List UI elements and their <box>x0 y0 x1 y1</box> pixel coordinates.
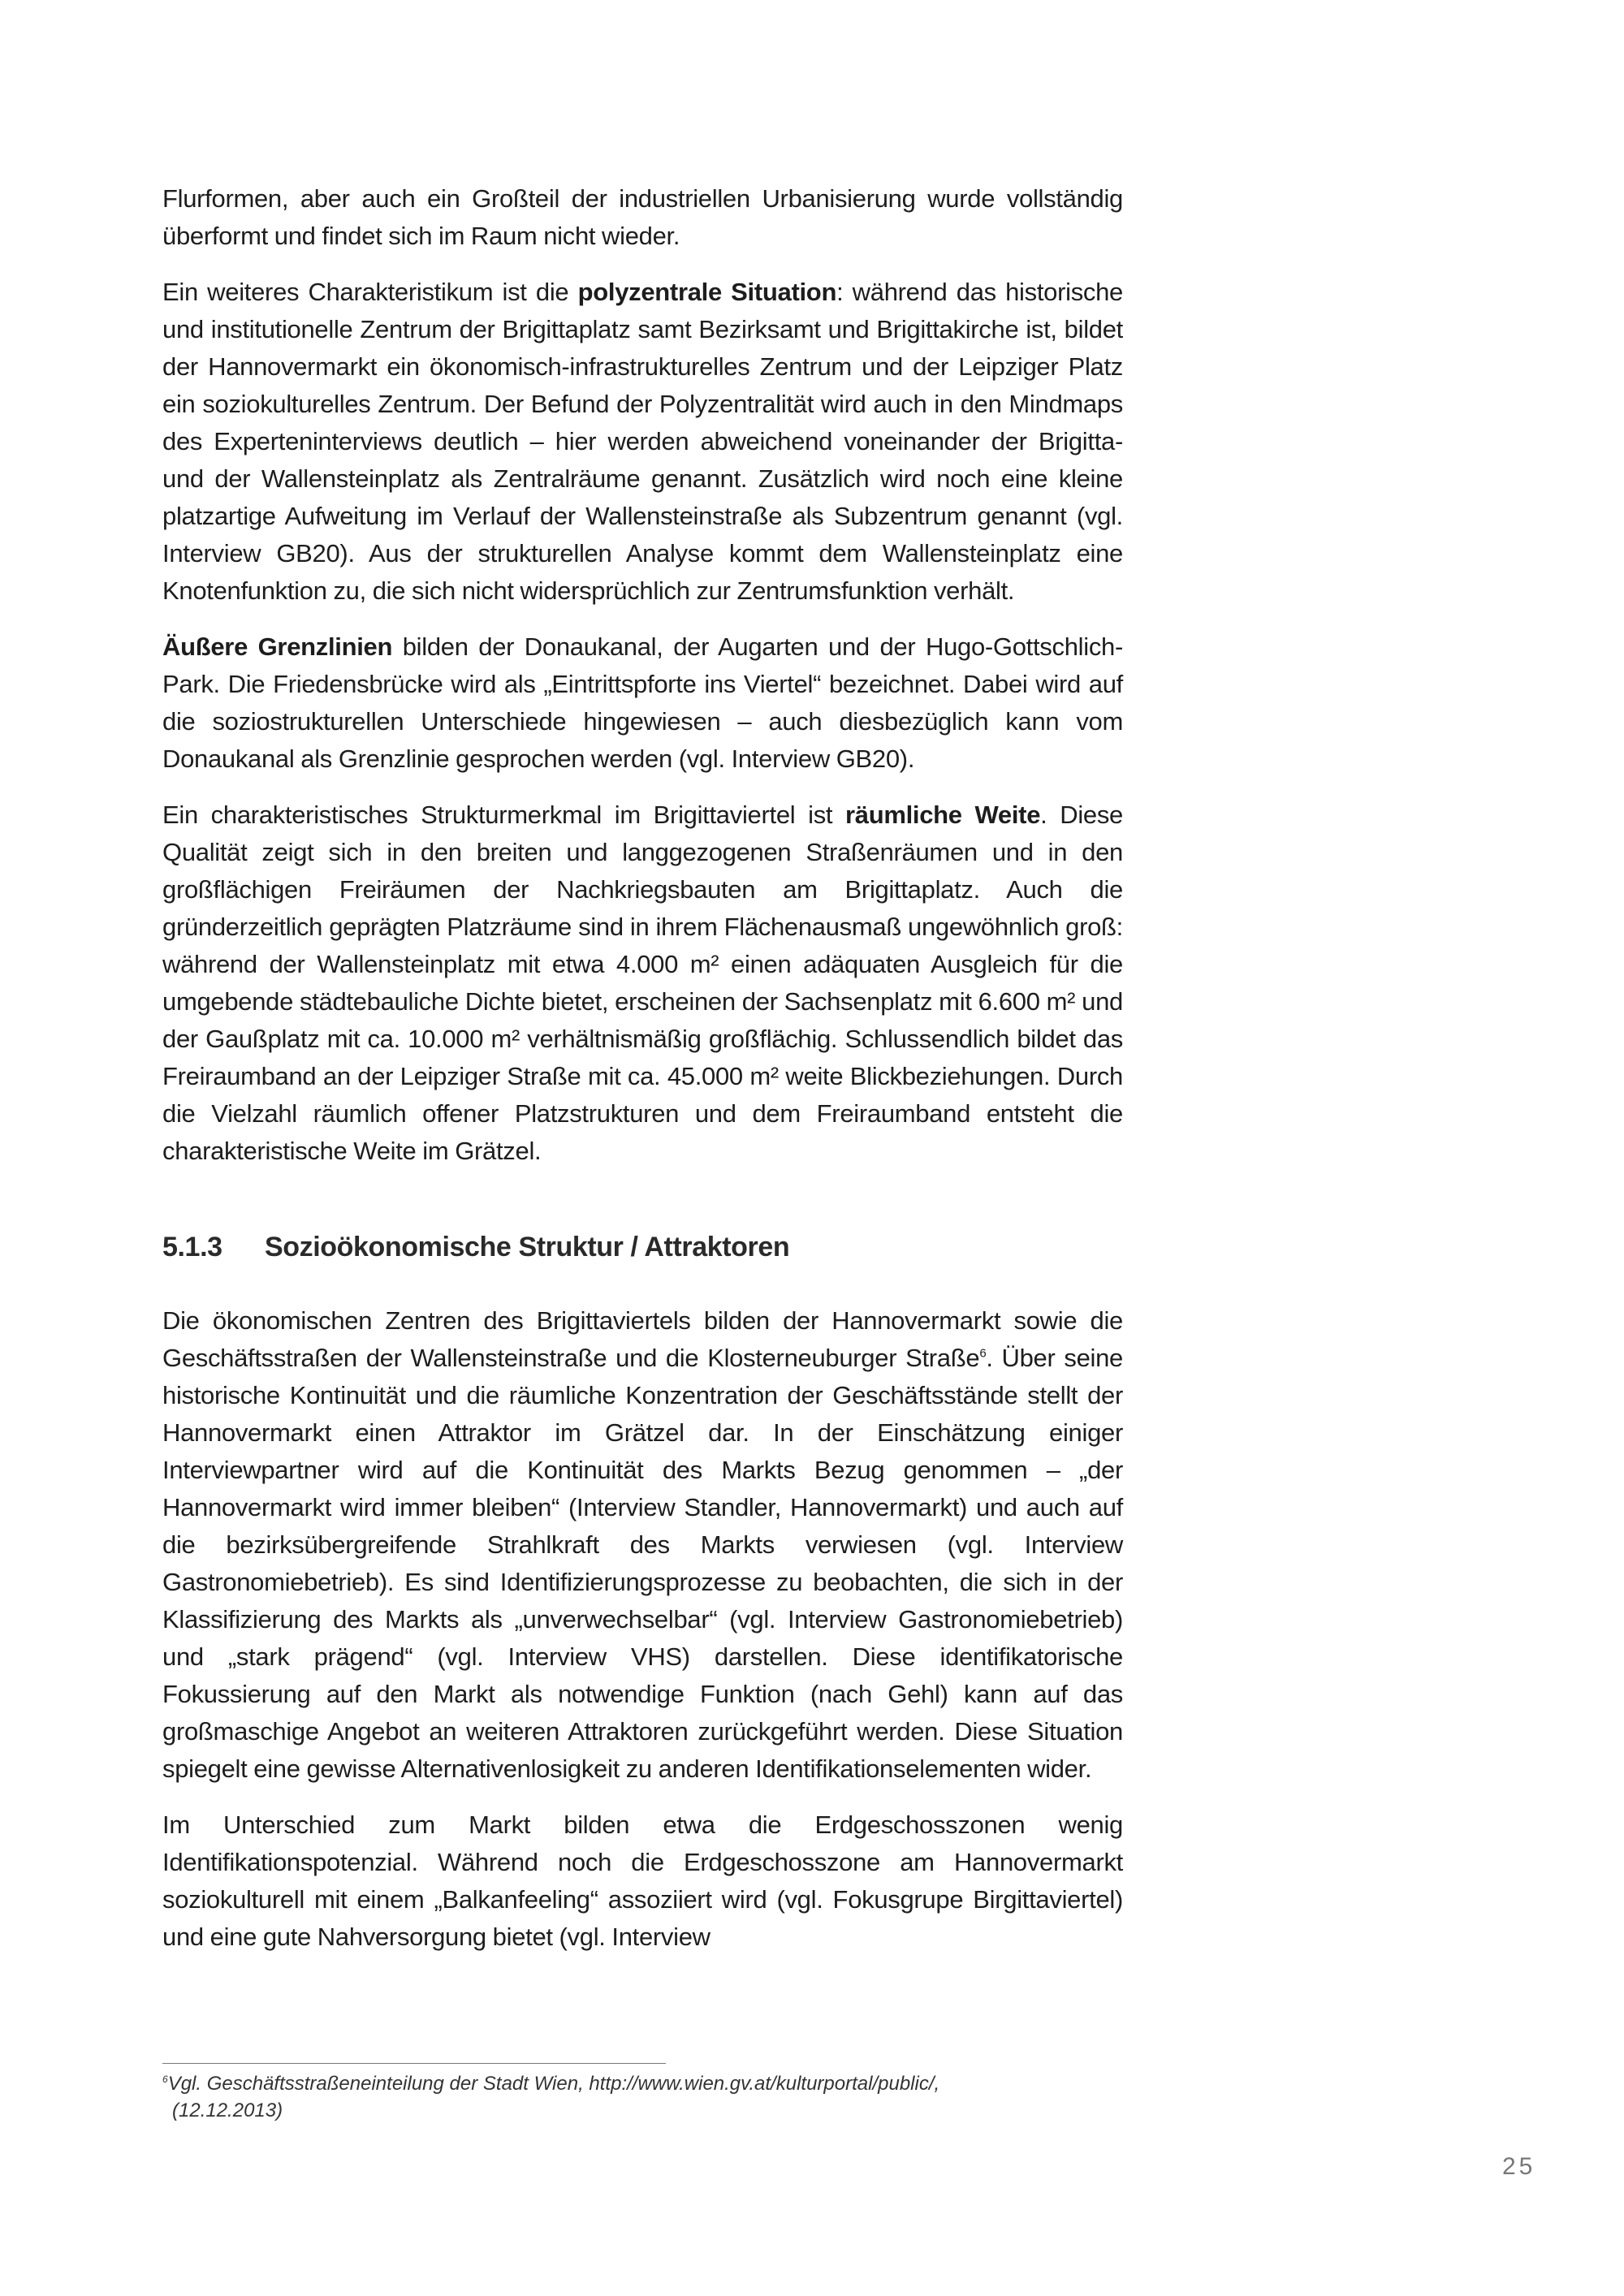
paragraph: Die ökonomischen Zentren des Brigittaviertels bilden der Hannovermarkt sowie die Geschäftsstraßen der Wallensteinstraße und die Klosterneuburger Straße$^6$. Über seine historische Kontinuität und die räumliche Konzentration der Geschäftsstände stellt der Hannovermarkt einen Attraktor im Grätzel dar. In der Einschätzung einiger Interviewpartner wird auf die Kontinuität des Markts Bezug genommen – „der Hannovermarkt wird immer bleiben“ (Interview Standler, Hannovermarkt) und auch auf die bezirksübergreifende Strahlkraft des Markts verwiesen (vgl. Interview Gastronomiebetrieb). Es sind Identifizierungsprozesse zu beobachten, die sich in der Klassifizierung des Markts als „unverwechselbar“ (vgl. Interview Gastronomiebetrieb) und „stark prägend“ (vgl. Interview VHS) darstellen. Diese identifikatorische Fokussierung auf den Markt als notwendige Funktion (nach Gehl) kann auf das großmaschige Angebot an weiteren Attraktoren zurückgeführt werden. Diese Situation spiegelt eine gewisse Alternativenlosigkeit zu anderen Identifikationselementen wider. <box>162 1306 1123 1783</box>
footnote-reference[interactable]: 6 <box>979 1346 987 1361</box>
emphasis: räumliche Weite <box>845 801 1041 829</box>
footnote <box>162 2070 1123 2124</box>
emphasis: polyzentrale Situation <box>577 278 837 306</box>
page-body <box>162 180 1123 1974</box>
page-number: 25 <box>1502 2153 1536 2180</box>
paragraph: Flurformen, aber auch ein Großteil der industriellen Urbanisierung wurde vollständig überformt und findet sich im Raum nicht wieder. <box>162 184 1123 250</box>
section-title: Sozioökonomische Struktur / Attraktoren <box>265 1232 790 1262</box>
paragraph: Äußere Grenzlinien bilden der Donaukanal, der Augarten und der Hugo-Gottschlich-Park. Die Friedensbrücke wird als „Eintrittspforte ins Viertel“ bezeichnet. Dabei wird auf die soziostrukturellen Unterschiede hingewiesen – auch diesbezüglich kann vom Donaukanal als Grenzlinie gesprochen werden (vgl. Interview GB20). <box>162 632 1123 773</box>
footnote-text: Vgl. Geschäftsstraßeneinteilung der Stadt Wien, http://www.wien.gv.at/kulturportal/public/, <box>167 2073 940 2095</box>
footnote-date: (12.12.2013) <box>172 2100 283 2121</box>
section-number: 5.1.3 <box>162 1232 222 1262</box>
emphasis: Äußere Grenzlinien <box>162 632 393 661</box>
paragraph: Ein charakteristisches Strukturmerkmal im Brigittaviertel ist räumliche Weite. Diese Qualität zeigt sich in den breiten und langgezogenen Straßenräumen und in den großflächigen Freiräumen der Nachkriegsbauten am Brigittaplatz. Auch die gründerzeitlich geprägten Platzräume sind in ihrem Flächenausmaß ungewöhnlich groß: während der Wallensteinplatz mit etwa 4.000 m² einen adäquaten Ausgleich für die umgebende städtebauliche Dichte bietet, erscheinen der Sachsenplatz mit 6.600 m² und der Gaußplatz mit ca. 10.000 m² verhältnismäßig großflächig. Schlussendlich bildet das Freiraumband an der Leipziger Straße mit ca. 45.000 m² weite Blickbeziehungen. Durch die Vielzahl räumlich offener Platzstrukturen und dem Freiraumband entsteht die charakteristische Weite im Grätzel. <box>162 801 1123 1165</box>
footnote-divider <box>162 2063 666 2064</box>
paragraph: Im Unterschied zum Markt bilden etwa die Erdgeschosszonen wenig Identifikationspotenzial. Während noch die Erdgeschosszone am Hannovermarkt soziokulturell mit einem „Balkanfeeling“ assoziiert wird (vgl. Fokusgrupe Birgittaviertel) und eine gute Nahversorgung bietet (vgl. Interview <box>162 1810 1123 1951</box>
footnote-marker: 6 <box>162 2074 168 2085</box>
section-heading <box>162 1232 1123 1263</box>
paragraph: Ein weiteres Charakteristikum ist die polyzentrale Situation: während das historische und institutionelle Zentrum der Brigittaplatz samt Bezirksamt und Brigittakirche ist, bildet der Hannovermarkt ein ökonomisch-infrastrukturelles Zentrum und der Leipziger Platz ein soziokulturelles Zentrum. Der Befund der Polyzentralität wird auch in den Mindmaps des Experteninterviews deutlich – hier werden abweichend voneinander der Brigitta- und der Wallensteinplatz als Zentralräume genannt. Zusätzlich wird noch eine kleine platzartige Aufweitung im Verlauf der Wallensteinstraße als Subzentrum genannt (vgl. Interview GB20). Aus der strukturellen Analyse kommt dem Wallensteinplatz eine Knotenfunktion zu, die sich nicht widersprüchlich zur Zentrumsfunktion verhält. <box>162 278 1123 605</box>
